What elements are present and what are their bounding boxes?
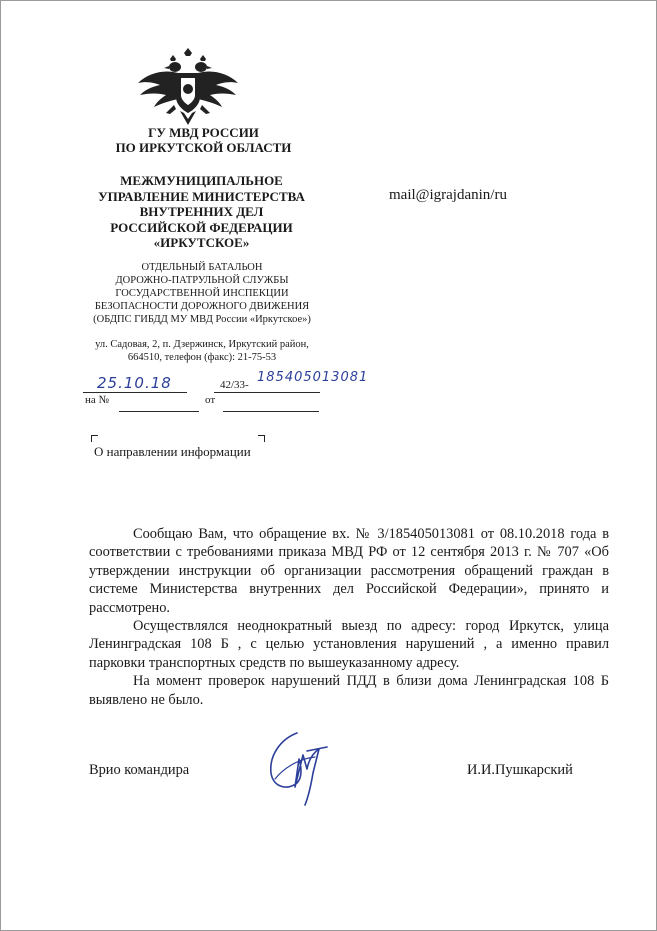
unit-name-line: ОТДЕЛЬНЫЙ БАТАЛЬОН [141,262,263,273]
address-line: 664510, телефон (факс): 21-75-53 [127,352,277,363]
unit-name-line: БЕЗОПАСНОСТИ ДОРОЖНОГО ДВИЖЕНИЯ [94,301,310,312]
department-title [79,173,324,251]
ministry-header-line: ГУ МВД РОССИИ [148,125,259,140]
incoming-number-underline [119,411,199,412]
signatory-position: Врио командира [89,762,190,778]
body-paragraph: Осуществлялся неоднократный выезд по адресу: город Иркутск, улица Ленинградская 108 Б , с целью установления нарушений , а именно правил парковки транспортных средств по вышеуказанному адресу. [89,618,609,671]
unit-name-line: ДОРОЖНО-ПАТРУЛЬНОЙ СЛУЖБЫ [115,275,289,286]
subject-corner-bracket-left [91,435,98,442]
department-title-line: УПРАВЛЕНИЕ МИНИСТЕРСТВА [98,188,305,204]
address-block [71,338,333,364]
incoming-date-underline [223,411,319,412]
unit-name-block [71,261,333,326]
recipient-email: mail@igrajdanin/ru [389,187,507,203]
handwritten-date: 25.10.18 [97,374,172,392]
signatory-name: И.И.Пушкарский [467,762,573,778]
letter-body [89,525,609,709]
outgoing-number-prefix: 42/33- [220,379,249,391]
body-paragraph: Сообщаю Вам, что обращение вх. № 3/185405013081 от 08.10.2018 года в соответствии с требованиями приказа МВД РФ от 12 сентября 2013 г. № 707 «Об утверждении инструкции об организации рассмотрения обращений граждан в системе Министерства внутренних дел Российской Федерации», принято и рассмотрено. [89,526,609,616]
date-underline [83,392,187,393]
subject-corner-bracket-right [258,435,265,442]
ministry-header-line: ПО ИРКУТСКОЙ ОБЛАСТИ [115,140,292,155]
department-title-line: «ИРКУТСКОЕ» [153,235,250,250]
address-line: ул. Садовая, 2, п. Дзержинск, Иркутский район, [95,339,309,350]
department-title-line: РОССИЙСКОЙ ФЕДЕРАЦИИ [110,219,293,235]
unit-name-line: ГОСУДАРСТВЕННОЙ ИНСПЕКЦИИ [115,288,289,299]
handwritten-outgoing-number: 185405013081 [257,370,369,385]
number-underline [214,392,320,393]
department-title-line: МЕЖМУНИЦИПАЛЬНОЕ [120,173,283,188]
handwritten-signature [263,729,333,811]
letter-subject: О направлении информации [94,444,251,459]
double-headed-eagle-emblem-icon [134,47,242,127]
ministry-header [91,125,316,155]
incoming-number-label: на № [85,394,110,406]
body-paragraph: На момент проверок нарушений ПДД в близи дома Ленинградская 108 Б выявлено не было. [89,673,609,708]
unit-name-line: (ОБДПС ГИБДД МУ МВД России «Иркутское») [93,314,311,325]
incoming-date-label: от [205,394,216,406]
department-title-line: ВНУТРЕННИХ ДЕЛ [139,204,264,219]
